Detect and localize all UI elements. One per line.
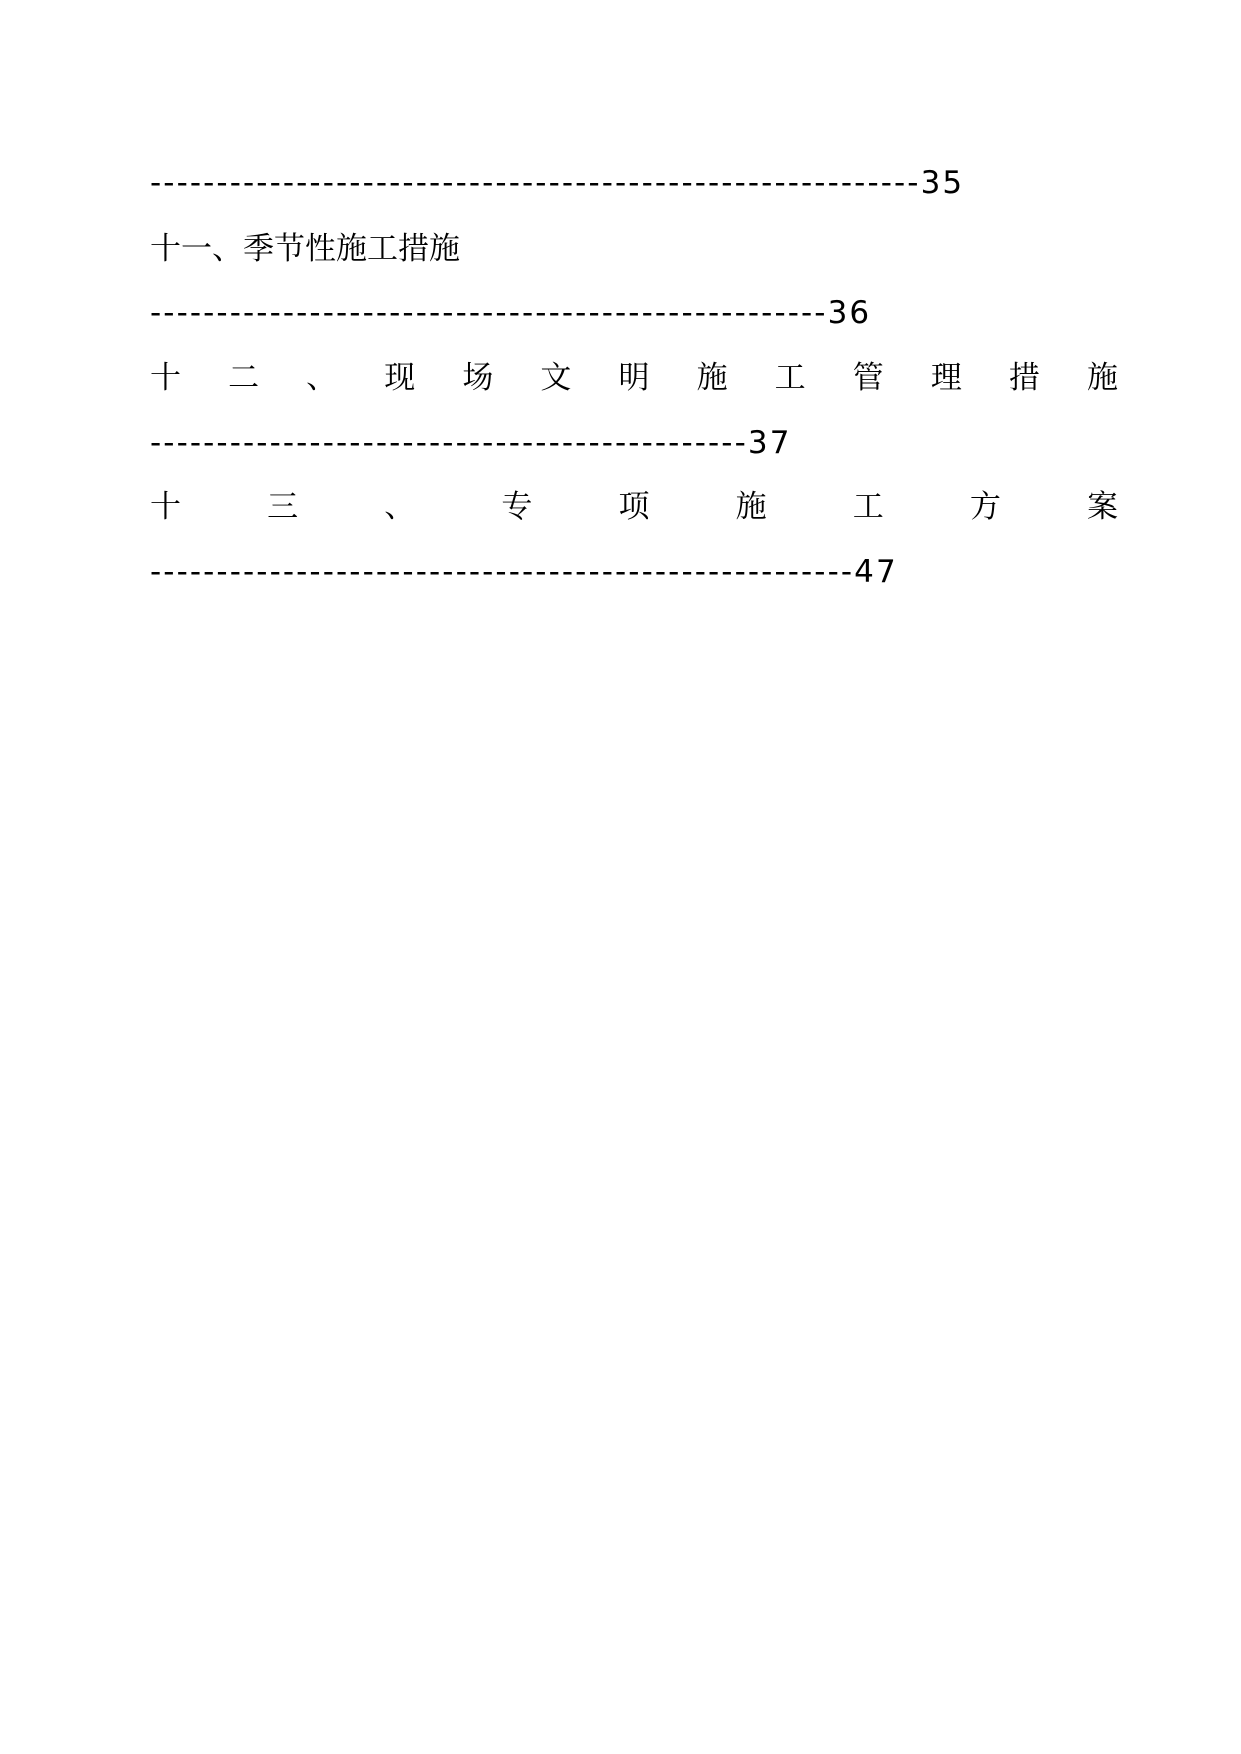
toc-leader-36: ---------------------------------------------------36 xyxy=(150,295,872,331)
toc-leader-47: -----------------------------------------------------47 xyxy=(150,554,898,590)
toc-title-special-construction-plan: 十 三 、 专 项 施 工 方 案 xyxy=(150,489,1118,525)
toc-title-seasonal-construction: 十一、季节性施工措施 xyxy=(150,231,460,267)
toc-leader-35: ----------------------------------------------------------35 xyxy=(150,165,965,201)
toc-title-civilized-site-management: 十 二 、 现 场 文 明 施 工 管 理 措 施 xyxy=(150,360,1118,396)
toc-leader-37: ---------------------------------------------37 xyxy=(150,425,792,461)
